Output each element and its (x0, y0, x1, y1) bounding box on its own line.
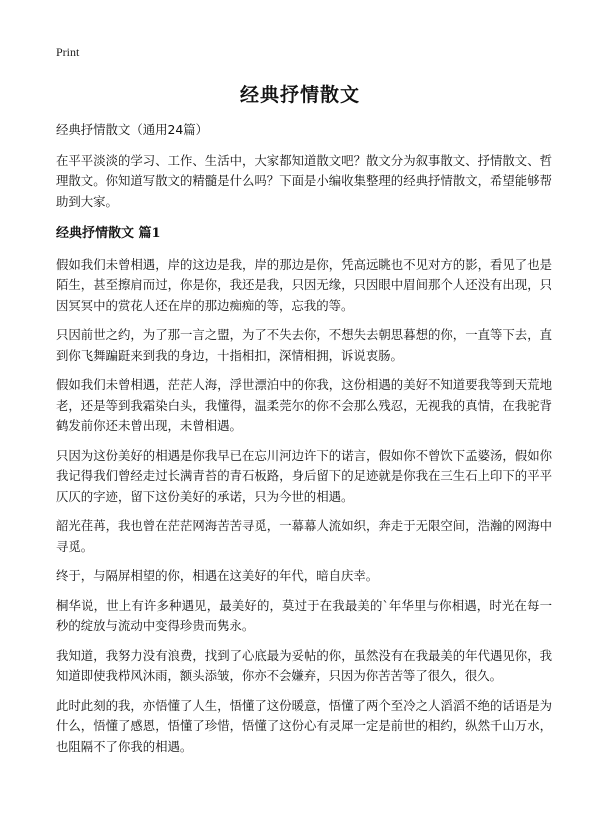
paragraph: 桐华说，世上有许多种遇见，最美好的，莫过于在我最美的`年华里与你相遇，时光在每一秒的绽放与流动中变得珍贵而隽永。 (56, 597, 552, 633)
paragraph: 假如我们未曾相遇，茫茫人海，浮世漂泊中的你我，这份相遇的美好不知道要我等到天荒地老，还是等到我霜染白头，我懂得，温柔莞尔的你不会那么残忍，无视我的真情，在我驼背鹤发前你还未曾出现，未曾相遇。 (56, 377, 552, 433)
section-heading: 经典抒情散文 篇1 (56, 226, 161, 241)
page-title: 经典抒情散文 (239, 84, 360, 106)
print-link[interactable]: Print (56, 45, 80, 59)
paragraph: 只因前世之约，为了那一言之盟，为了不失去你，不想失去朝思暮想的你，一直等下去，直到你飞舞蹁跹来到我的身边，十指相扣，深情相拥，诉说衷肠。 (56, 327, 552, 363)
intro-paragraph: 在平平淡淡的学习、工作、生活中，大家都知道散文吧？散文分为叙事散文、抒情散文、哲理散文。你知道写散文的精髓是什么吗？下面是小编收集整理的经典抒情散文，希望能够帮助到大家。 (56, 152, 552, 209)
article-subtitle: 经典抒情散文（通用24篇） (56, 122, 209, 137)
paragraph: 我知道，我努力没有浪费，找到了心底最为妥帖的你，虽然没有在我最美的年代遇见你，我知道即使我栉风沐雨，额头添皱，你亦不会嫌弃，只因为你苦苦等了很久，很久。 (56, 647, 552, 683)
paragraph: 韶光荏苒，我也曾在茫茫网海苦苦寻觅，一幕幕人流如织，奔走于无限空间，浩瀚的网海中寻觅。 (56, 518, 552, 554)
paragraph: 假如我们未曾相遇，岸的这边是我，岸的那边是你，凭高远眺也不见对方的影，看见了也是陌生，甚至擦肩而过，你是你，我还是我，只因无缘，只因眼中眉间那个人还没有出现，只因冥冥中的赏花人还在岸的那边痴痴的等，忘我的等。 (56, 256, 552, 313)
article-body (56, 120, 552, 766)
paragraph: 终于，与隔屏相望的你，相遇在这美好的年代，暗自庆幸。 (56, 568, 379, 583)
paragraph: 只因为这份美好的相遇是你我早已在忘川河边许下的诺言，假如你不曾饮下孟婆汤，假如你我记得我们曾经走过长满青苔的青石板路，身后留下的足迹就是你我在三生石上印下的平平仄仄的字迹，留下这份美好的承诺，只为今世的相遇。 (56, 447, 552, 504)
paragraph: 此时此刻的我，亦悟懂了人生，悟懂了这份暖意，悟懂了两个至冷之人滔滔不绝的话语是为什么，悟懂了感恩，悟懂了珍惜，悟懂了这份心有灵犀一定是前世的相约，纵然千山万水，也阻隔不了你我的相遇。 (56, 697, 552, 754)
